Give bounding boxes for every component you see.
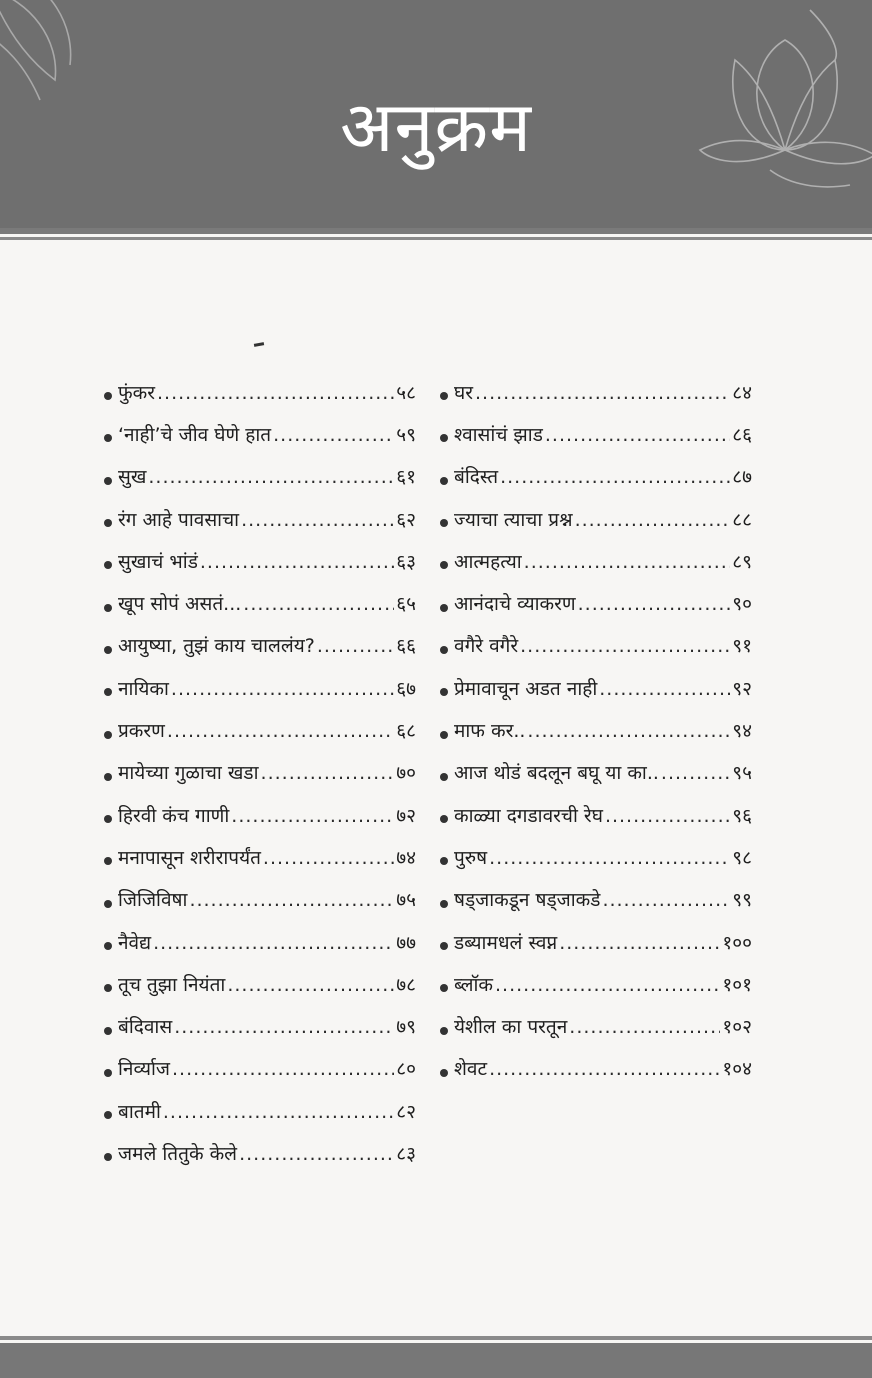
toc-entry [440,964,752,1006]
dot-leader [157,384,394,403]
dot-leader [527,722,730,741]
toc-entry [104,372,416,414]
bullet-icon [440,900,448,908]
entry-page-number: ९९ [732,889,752,912]
entry-title: बंदिवास [118,1016,173,1039]
bullet-icon [440,434,448,442]
entry-title: जमले तितुके केले [118,1142,238,1165]
dot-leader [273,426,394,445]
entry-title: श्वासांचं झाड [454,423,543,446]
dot-leader [200,553,394,572]
bullet-icon [104,561,112,569]
entry-title: शेवट [454,1058,488,1081]
toc-entry [104,583,416,625]
dot-leader [500,468,730,487]
entry-page-number: ६७ [396,677,416,700]
entry-page-number: ८३ [396,1142,416,1165]
entry-page-number: १०२ [722,1016,752,1039]
dot-leader [153,934,394,953]
dot-leader [578,595,731,614]
dot-leader [263,849,394,868]
entry-page-number: ९१ [732,635,752,658]
entry-title: रंग आहे पावसाचा [118,508,240,531]
bullet-icon [104,477,112,485]
bullet-icon [104,900,112,908]
bullet-icon [104,857,112,865]
entry-title: फुंकर [118,381,156,404]
entry-page-number: ९८ [732,846,752,869]
bullet-icon [440,1027,448,1035]
dot-leader [163,1103,394,1122]
entry-page-number: ९६ [732,804,752,827]
entry-page-number: ९५ [732,762,752,785]
entry-title: आत्महत्या [454,550,522,573]
toc-entry [104,1091,416,1133]
dot-leader [489,1060,720,1079]
entry-title: नायिका [118,677,169,700]
dot-leader [489,849,730,868]
entry-title: प्रेमावाचून अडत नाही [454,677,598,700]
dot-leader [167,722,394,741]
entry-title: नैवेद्य [118,931,152,954]
toc-entry [440,753,752,795]
bullet-icon [104,604,112,612]
dot-leader [602,891,730,910]
entry-title: तूच तुझा नियंता [118,973,226,996]
print-mark [254,342,264,347]
dot-leader [174,1018,394,1037]
toc-entry [104,795,416,837]
dot-leader [599,680,730,699]
header-band [0,0,872,228]
entry-page-number: ७५ [396,889,416,912]
entry-page-number: ७० [396,762,416,785]
toc-entry [440,1006,752,1048]
toc-entry [104,880,416,922]
toc-entry [440,795,752,837]
bullet-icon [440,942,448,950]
toc-entry [440,922,752,964]
entry-page-number: १०१ [722,973,752,996]
toc-entry [440,414,752,456]
dot-leader [605,807,730,826]
entry-page-number: १०० [722,931,752,954]
toc-right-column [440,372,752,1091]
dot-leader [231,807,394,826]
entry-title: काळ्या दगडावरची रेघ [454,804,603,827]
bullet-icon [104,815,112,823]
entry-title: येशील का परतून [454,1016,568,1039]
bullet-icon [104,392,112,400]
entry-title: प्रकरण [118,720,165,743]
bullet-icon [440,815,448,823]
entry-title: खूप सोपं असतं... [118,593,242,616]
entry-page-number: ६१ [396,466,416,489]
entry-page-number: ६५ [396,593,416,616]
toc-entry [440,1049,752,1091]
bullet-icon [104,942,112,950]
entry-title: जिजिविषा [118,889,188,912]
entry-title: सुख [118,466,147,489]
toc-entry [440,837,752,879]
entry-title: निर्व्याज [118,1058,171,1081]
bullet-icon [440,731,448,739]
entry-title: ‘नाही’चे जीव घेणे हात [118,423,272,446]
dot-leader [241,511,394,530]
entry-title: वगैरे वगैरे [454,635,519,658]
entry-page-number: ८२ [396,1100,416,1123]
bullet-icon [440,646,448,654]
dot-leader [243,595,394,614]
bullet-icon [104,731,112,739]
dot-leader [475,384,730,403]
entry-page-number: ७४ [396,846,416,869]
toc-entry [104,964,416,1006]
entry-page-number: १०४ [722,1058,752,1081]
dot-leader [189,891,394,910]
toc-entry [104,499,416,541]
entry-page-number: ६२ [396,508,416,531]
entry-title: घर [454,381,474,404]
entry-title: आयुष्या, तुझं काय चाललंय? [118,635,315,658]
dot-leader [148,468,394,487]
entry-title: षड्जाकडून षड्जाकडे [454,889,601,912]
bullet-icon [104,1111,112,1119]
bullet-icon [440,984,448,992]
dot-leader [661,764,730,783]
entry-page-number: ८० [396,1058,416,1081]
entry-title: आज थोडं बदलून बघू या का.. [454,762,659,785]
toc-entry [104,753,416,795]
toc-entry [104,1049,416,1091]
entry-page-number: ६८ [396,720,416,743]
entry-page-number: ६६ [396,635,416,658]
bullet-icon [440,561,448,569]
bullet-icon [440,519,448,527]
bullet-icon [440,604,448,612]
toc-entry [104,626,416,668]
dot-leader [520,637,730,656]
toc-left-column [104,372,416,1176]
bullet-icon [440,477,448,485]
bullet-icon [440,1069,448,1077]
entry-page-number: ९४ [732,720,752,743]
bullet-icon [440,857,448,865]
toc-entry [440,499,752,541]
toc-entry [440,668,752,710]
entry-title: डब्यामधलं स्वप्न [454,931,558,954]
entry-page-number: ८७ [732,466,752,489]
entry-title: माफ कर.. [454,720,526,743]
entry-title: मनापासून शरीरापर्यंत [118,846,261,869]
dot-leader [317,637,394,656]
entry-page-number: ८६ [732,423,752,446]
toc-entry [104,1133,416,1175]
entry-page-number: ८९ [732,550,752,573]
bottom-rule-thin [0,1336,872,1340]
page-title: अनुक्रम [340,86,532,168]
entry-page-number: ९० [732,593,752,616]
bullet-icon [104,773,112,781]
entry-page-number: ७२ [396,804,416,827]
bullet-icon [440,392,448,400]
toc-entry [440,710,752,752]
toc-entry [104,710,416,752]
dot-leader [227,976,394,995]
bullet-icon [104,646,112,654]
dot-leader [239,1145,394,1164]
dot-leader [261,764,395,783]
dot-leader [575,511,731,530]
toc-entry [440,457,752,499]
toc-entry [440,626,752,668]
entry-page-number: ६३ [396,550,416,573]
entry-page-number: ७९ [396,1016,416,1039]
entry-title: ब्लॉक [454,973,493,996]
bottom-band [0,1343,872,1378]
top-rule-thin [0,237,872,240]
dot-leader [524,553,731,572]
bullet-icon [104,688,112,696]
entry-page-number: ५८ [396,381,416,404]
toc-entry [440,583,752,625]
bullet-icon [104,519,112,527]
bullet-icon [440,773,448,781]
entry-title: मायेच्या गुळाचा खडा [118,762,259,785]
bullet-icon [104,434,112,442]
dot-leader [171,680,394,699]
dot-leader [569,1018,720,1037]
dot-leader [559,934,720,953]
entry-title: सुखाचं भांडं [118,550,198,573]
entry-title: ज्याचा त्याचा प्रश्न [454,508,573,531]
top-rule [0,228,872,234]
entry-page-number: ८८ [732,508,752,531]
bullet-icon [104,1069,112,1077]
entry-page-number: ७७ [396,931,416,954]
toc-entry [440,541,752,583]
toc-entry [104,837,416,879]
toc-entry [104,1006,416,1048]
entry-page-number: ८४ [732,381,752,404]
bullet-icon [104,1027,112,1035]
entry-title: आनंदाचे व्याकरण [454,593,576,616]
toc-entry [104,541,416,583]
entry-title: हिरवी कंच गाणी [118,804,230,827]
dot-leader [545,426,730,445]
dot-leader [495,976,720,995]
entry-page-number: ७८ [396,973,416,996]
toc-entry [104,922,416,964]
entry-title: पुरुष [454,846,488,869]
toc-entry [440,880,752,922]
bullet-icon [104,984,112,992]
toc-entry [104,457,416,499]
bullet-icon [440,688,448,696]
entry-title: बंदिस्त [454,466,499,489]
bullet-icon [104,1153,112,1161]
entry-page-number: ९२ [732,677,752,700]
toc-entry [440,372,752,414]
toc-entry [104,414,416,456]
entry-page-number: ५९ [396,423,416,446]
entry-title: बातमी [118,1100,161,1123]
toc-entry [104,668,416,710]
dot-leader [172,1060,394,1079]
